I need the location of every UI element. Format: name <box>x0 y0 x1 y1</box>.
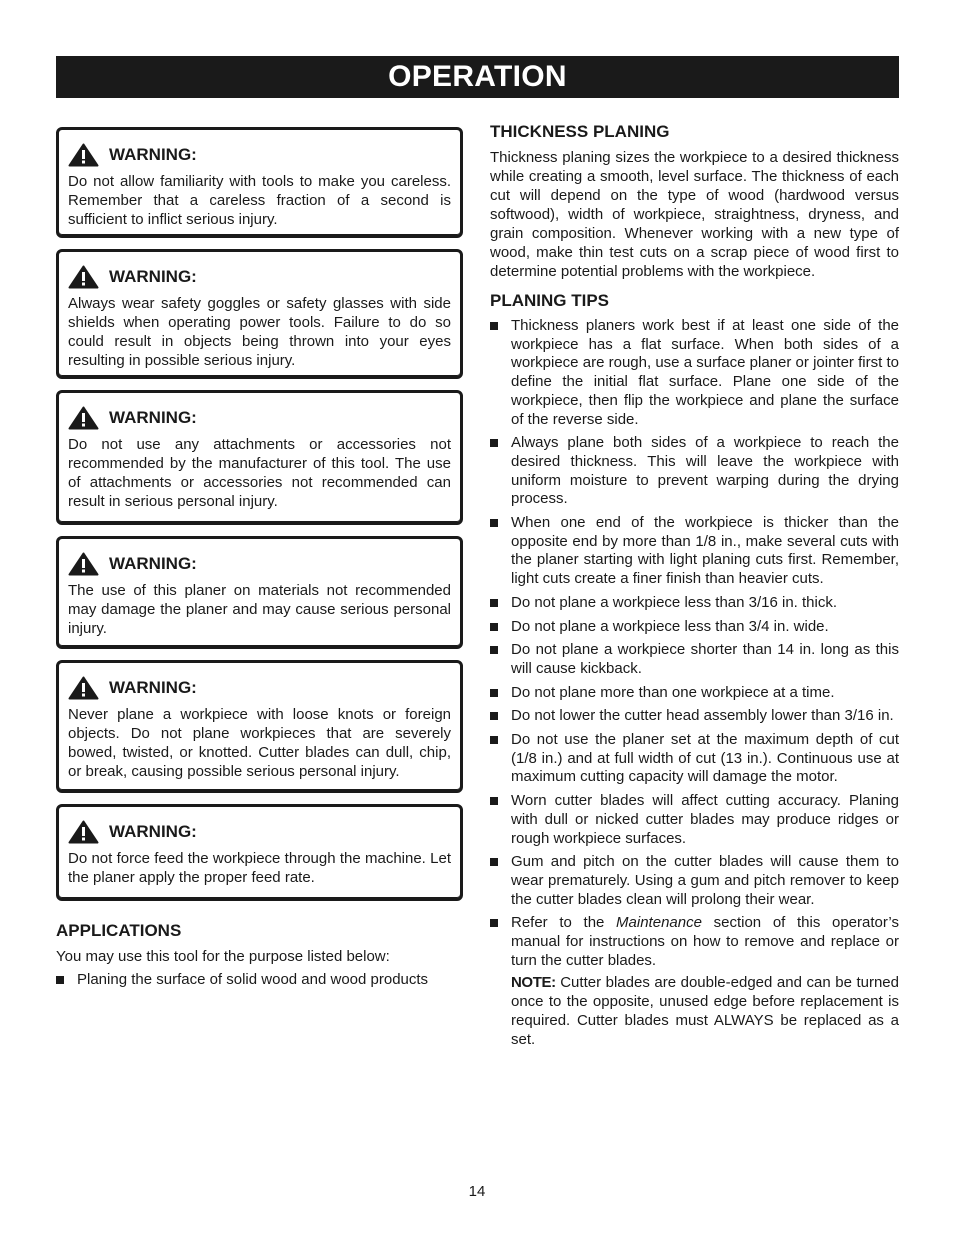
warning-triangle-icon <box>68 143 99 167</box>
list-item: When one end of the workpiece is thicker than the opposite end by more than 1/8 in., make several cuts with the planer starting with light planing cuts first. Remember, light cuts create a finer finish than heavier cuts. <box>490 514 899 589</box>
warning-title: WARNING: <box>109 554 197 573</box>
warning-title: WARNING: <box>109 408 197 427</box>
warning-triangle-icon <box>68 265 99 289</box>
list-item: Planing the surface of solid wood and wood products <box>56 971 463 990</box>
thickness-planing-section <box>490 122 899 281</box>
list-item: Do not plane a workpiece shorter than 14 in. long as this will cause kickback. <box>490 641 899 678</box>
bullet-square-icon <box>490 712 498 720</box>
bullet-square-icon <box>490 736 498 744</box>
bullet-square-icon <box>490 797 498 805</box>
warning-box <box>56 660 463 793</box>
right-column <box>490 122 899 1049</box>
warning-header <box>68 551 451 577</box>
warning-header <box>68 264 451 290</box>
bullet-square-icon <box>490 858 498 866</box>
planing-tips-section <box>490 291 899 1049</box>
warning-text: Do not allow familiarity with tools to make you careless. Remember that a careless fraction of a second is sufficient to inflict serious injury. <box>68 173 451 228</box>
list-item: Worn cutter blades will affect cutting accuracy. Planing with dull or nicked cutter blades may produce ridges or rough workpiece surfaces. <box>490 792 899 848</box>
warning-text: The use of this planer on materials not recommended may damage the planer and may cause serious personal injury. <box>68 582 451 637</box>
warning-triangle-icon <box>68 820 99 844</box>
warning-triangle-icon <box>68 676 99 700</box>
maintenance-reference: Maintenance <box>616 914 702 932</box>
warning-triangle-icon <box>68 406 99 430</box>
list-item: Do not lower the cutter head assembly lower than 3/16 in. <box>490 707 899 726</box>
warning-box <box>56 249 463 379</box>
bullet-square-icon <box>490 646 498 654</box>
warning-text: Never plane a workpiece with loose knots or foreign objects. Do not plane workpieces that are severely bowed, twisted, or knotted. Cutter blades can dull, chip, or break, causing possible serious personal injury. <box>68 706 451 780</box>
warning-header <box>68 405 451 431</box>
warning-title: WARNING: <box>109 267 197 286</box>
warning-box <box>56 804 463 901</box>
warnings-list <box>56 127 463 901</box>
warning-title: WARNING: <box>109 822 197 841</box>
bullet-square-icon <box>490 519 498 527</box>
planing-tips-list-end <box>490 914 899 970</box>
bullet-square-icon <box>490 623 498 631</box>
bullet-square-icon <box>490 322 498 330</box>
list-item: Do not plane a workpiece less than 3/16 in. thick. <box>490 594 899 613</box>
list-item: Do not use the planer set at the maximum depth of cut (1/8 in.) and at full width of cut (13 in.). Continuous use at maximum cutting capacity will damage the motor. <box>490 731 899 787</box>
list-item: Refer to the Maintenance section of this operator’s manual for instructions on how to remove and replace or turn the cutter blades. <box>490 914 899 970</box>
list-item: Thickness planers work best if at least one side of the workpiece has a flat surface. When both sides of a workpiece are rough, use a surface planer or jointer first to define the initial flat surface. Plane one side of the workpiece, then flip the workpiece and plane the surface of the reverse side. <box>490 317 899 429</box>
bullet-square-icon <box>490 599 498 607</box>
page-number: 14 <box>468 1183 486 1200</box>
page-title-banner <box>56 56 899 98</box>
note-label: NOTE: <box>511 973 556 991</box>
bullet-square-icon <box>56 976 64 984</box>
list-item: Do not plane a workpiece less than 3/4 in. wide. <box>490 618 899 637</box>
warning-title: WARNING: <box>109 678 197 697</box>
thickness-planing-heading: THICKNESS PLANING <box>490 122 670 141</box>
list-item: Do not plane more than one workpiece at a time. <box>490 684 899 703</box>
planing-tips-list <box>490 317 899 909</box>
list-item: Gum and pitch on the cutter blades will cause them to wear prematurely. Using a gum and pitch remover to keep the cutter blades clean will prolong their wear. <box>490 853 899 909</box>
warning-text: Always wear safety goggles or safety glasses with side shields when operating power tools. Failure to do so could result in objects being thrown into your eyes resulting in possible serious injury. <box>68 295 451 369</box>
note-paragraph: NOTE: Cutter blades are double-edged and can be turned once to the opposite, unused edge before replacement is required. Cutter blades must ALWAYS be replaced as a set. <box>511 973 899 1048</box>
warning-box <box>56 536 463 649</box>
warning-title: WARNING: <box>109 145 197 164</box>
applications-heading: APPLICATIONS <box>56 921 182 940</box>
warning-text: Do not force feed the workpiece through the machine. Let the planer apply the proper feed rate. <box>68 850 451 886</box>
applications-section <box>56 921 463 990</box>
left-column <box>56 127 463 995</box>
page-title: OPERATION <box>388 60 567 93</box>
warning-box <box>56 390 463 525</box>
warning-triangle-icon <box>68 552 99 576</box>
applications-list <box>56 971 463 990</box>
bullet-square-icon <box>490 919 498 927</box>
warning-box <box>56 127 463 238</box>
warning-text: Do not use any attachments or accessories not recommended by the manufacturer of this tool. The use of attachments or accessories not recommended can result in serious personal injury. <box>68 436 451 510</box>
bullet-square-icon <box>490 439 498 447</box>
warning-header <box>68 819 451 845</box>
applications-intro: You may use this tool for the purpose listed below: <box>56 948 390 965</box>
thickness-planing-text: Thickness planing sizes the workpiece to a desired thickness while creating a smooth, level surface. The thickness of each cut will depend on the type of wood (hardwood versus softwood), width of workpiece, straightness, dryness, and grain composition. Whenever working with a new type of wood, make thin test cuts on a scrap piece of wood first to determine potential problems with the workpiece. <box>490 149 899 280</box>
warning-header <box>68 675 451 701</box>
list-item: Always plane both sides of a workpiece to reach the desired thickness. This will leave the workpiece with uniform moisture to prevent warping during the drying process. <box>490 434 899 509</box>
warning-header <box>68 142 451 168</box>
bullet-square-icon <box>490 689 498 697</box>
planing-tips-heading: PLANING TIPS <box>490 291 610 310</box>
